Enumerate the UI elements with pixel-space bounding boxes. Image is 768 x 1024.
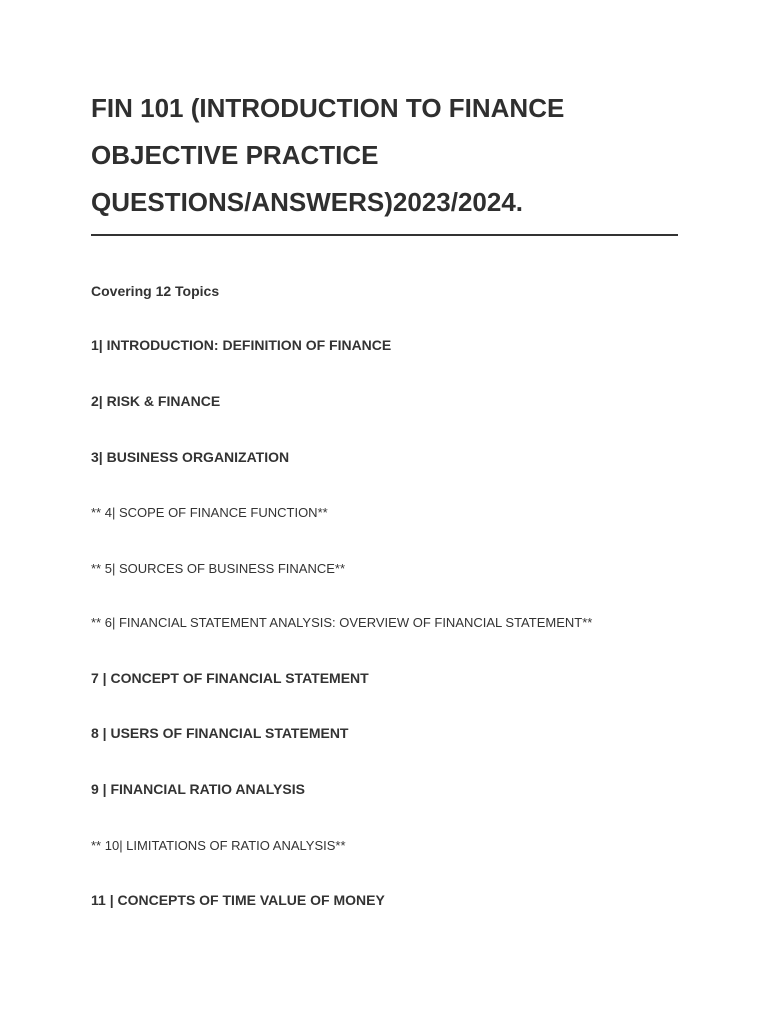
topic-item-9: 9 | FINANCIAL RATIO ANALYSIS xyxy=(91,781,305,797)
topic-item-11: 11 | CONCEPTS OF TIME VALUE OF MONEY xyxy=(91,892,385,908)
topic-item-1: 1| INTRODUCTION: DEFINITION OF FINANCE xyxy=(91,337,392,353)
topic-item-5: ** 5| SOURCES OF BUSINESS FINANCE** xyxy=(91,561,346,576)
topic-item-8: 8 | USERS OF FINANCIAL STATEMENT xyxy=(91,725,349,741)
document-title xyxy=(91,85,691,226)
topic-item-10: ** 10| LIMITATIONS OF RATIO ANALYSIS** xyxy=(91,838,346,853)
title-line-2: OBJECTIVE PRACTICE xyxy=(91,140,379,170)
topic-item-4: ** 4| SCOPE OF FINANCE FUNCTION** xyxy=(91,505,328,520)
title-line-3: QUESTIONS/ANSWERS)2023/2024. xyxy=(91,187,524,217)
topic-item-6: ** 6| FINANCIAL STATEMENT ANALYSIS: OVERVIEW OF FINANCIAL STATEMENT** xyxy=(91,615,593,630)
topic-item-2: 2| RISK & FINANCE xyxy=(91,393,221,409)
topic-item-3: 3| BUSINESS ORGANIZATION xyxy=(91,449,290,465)
title-line-1: FIN 101 (INTRODUCTION TO FINANCE xyxy=(91,93,565,123)
title-divider xyxy=(91,234,678,236)
topics-count-heading: Covering 12 Topics xyxy=(91,283,220,299)
topic-item-7: 7 | CONCEPT OF FINANCIAL STATEMENT xyxy=(91,670,369,686)
